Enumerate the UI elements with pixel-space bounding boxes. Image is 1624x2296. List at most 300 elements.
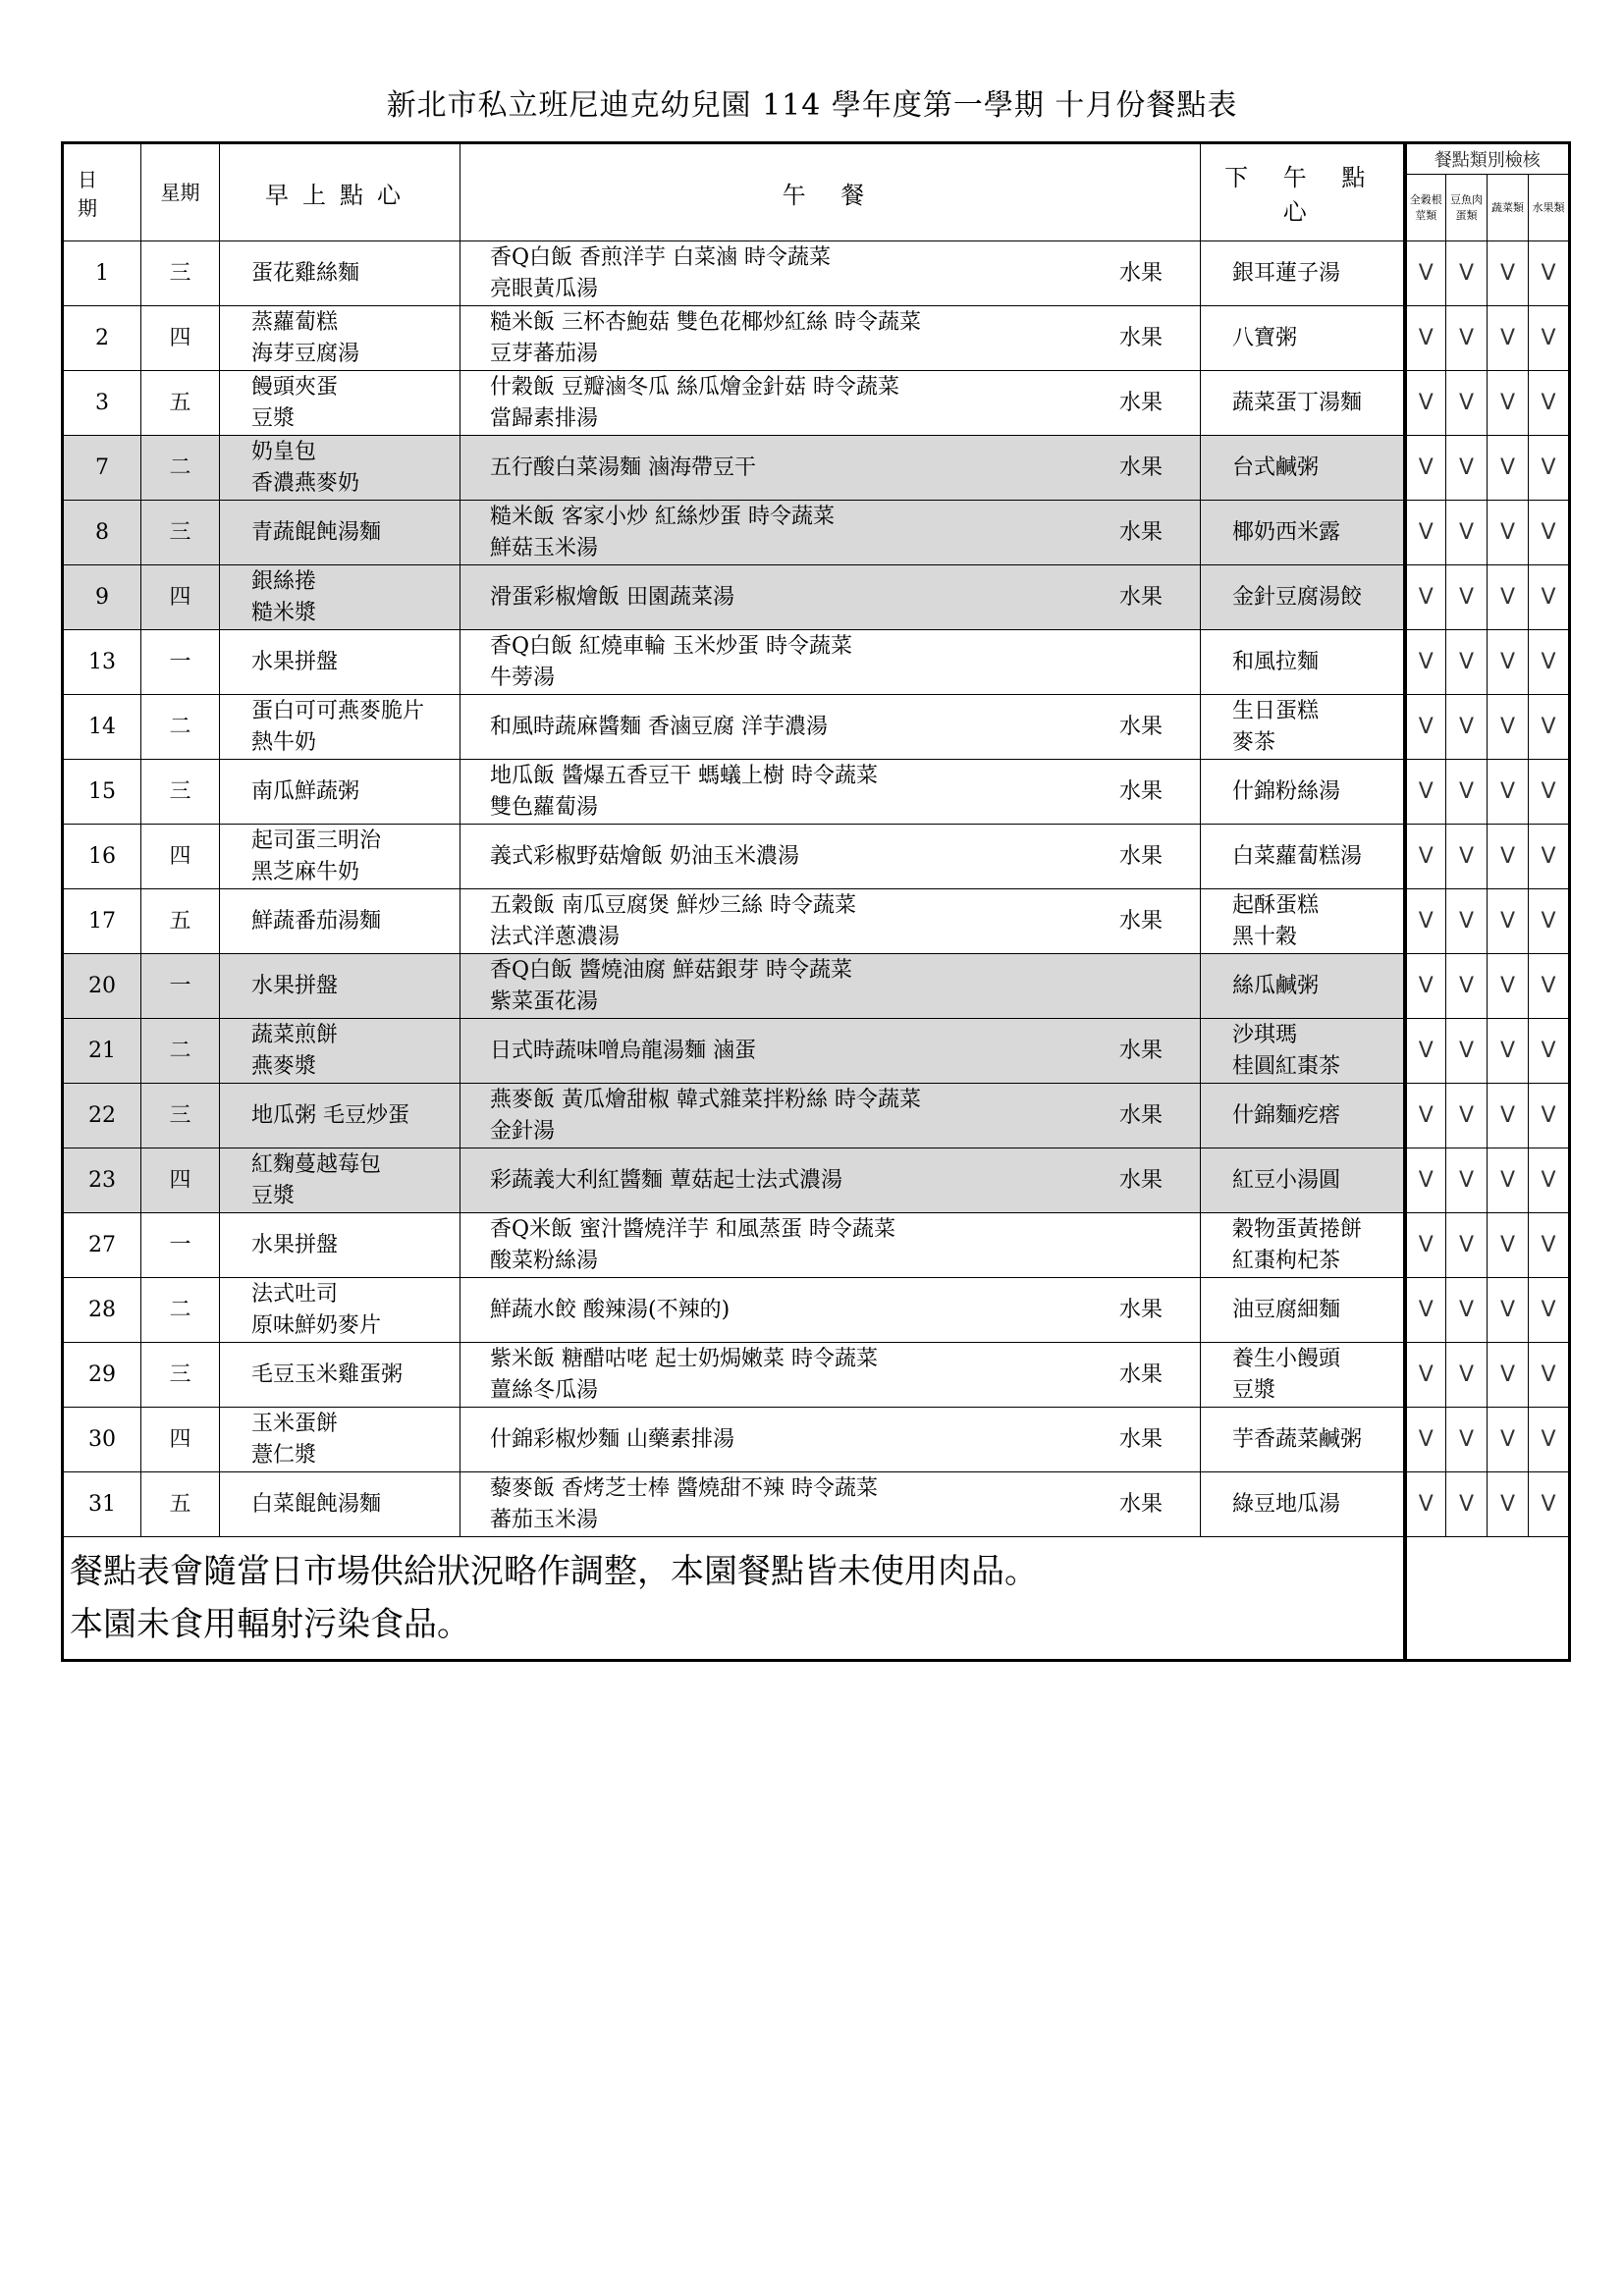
check-mark: V (1405, 1343, 1446, 1408)
check-mark: V (1446, 565, 1488, 630)
cell-line: 五穀飯 南瓜豆腐煲 鮮炒三絲 時令蔬菜 (490, 892, 856, 918)
cell-date: 17 (63, 889, 141, 954)
cell-fruit: 水果 (1118, 1297, 1163, 1322)
cell-snack (1201, 760, 1405, 825)
header-snack: 下 午 點 心 (1201, 143, 1405, 241)
cell-fruit: 水果 (1118, 1167, 1163, 1193)
table-row (63, 1148, 1570, 1213)
cell-line: 綠豆地瓜湯 (1232, 1491, 1341, 1517)
cell-date: 7 (63, 436, 141, 501)
cell-line: 椰奶西米露 (1232, 519, 1341, 545)
table-row (63, 695, 1570, 760)
cell-date: 29 (63, 1343, 141, 1408)
check-mark: V (1446, 1019, 1488, 1084)
table-row (63, 954, 1570, 1019)
check-mark: V (1488, 630, 1529, 695)
check-mark: V (1446, 630, 1488, 695)
cell-line: 銀絲捲 (251, 568, 317, 594)
cell-weekday: 二 (141, 1019, 220, 1084)
check-mark: V (1405, 1472, 1446, 1537)
check-mark: V (1529, 1019, 1570, 1084)
check-mark: V (1529, 1084, 1570, 1148)
check-mark: V (1529, 501, 1570, 565)
check-mark: V (1405, 1278, 1446, 1343)
check-mark: V (1446, 825, 1488, 889)
check-mark: V (1529, 1472, 1570, 1537)
cell-breakfast (220, 371, 460, 436)
check-mark: V (1446, 241, 1488, 306)
cell-line: 蛋白可可燕麥脆片 (251, 698, 425, 723)
cell-date: 16 (63, 825, 141, 889)
cell-breakfast (220, 501, 460, 565)
check-mark: V (1405, 825, 1446, 889)
check-mark: V (1488, 825, 1529, 889)
cell-breakfast (220, 1019, 460, 1084)
cell-line: 鮮菇玉米湯 (490, 535, 599, 561)
check-mark: V (1529, 825, 1570, 889)
cell-lunch (460, 1084, 1201, 1148)
cell-weekday: 三 (141, 501, 220, 565)
cell-snack (1201, 630, 1405, 695)
cell-lunch (460, 825, 1201, 889)
cell-snack (1201, 825, 1405, 889)
check-mark: V (1488, 1343, 1529, 1408)
cell-date: 14 (63, 695, 141, 760)
cell-line: 黑十穀 (1232, 924, 1298, 949)
cell-line: 蛋花雞絲麵 (251, 260, 360, 286)
cell-line: 蔬菜蛋丁湯麵 (1232, 390, 1363, 415)
cell-line: 香Q米飯 蜜汁醬燒洋芋 和風蒸蛋 時令蔬菜 (490, 1216, 896, 1242)
cell-date: 1 (63, 241, 141, 306)
cell-lunch (460, 695, 1201, 760)
cell-weekday: 五 (141, 1472, 220, 1537)
cell-line: 海芽豆腐湯 (251, 341, 360, 366)
cell-weekday: 三 (141, 1343, 220, 1408)
cell-fruit: 水果 (1118, 843, 1163, 869)
check-mark: V (1488, 306, 1529, 371)
table-row (63, 306, 1570, 371)
check-mark: V (1529, 1408, 1570, 1472)
table-row (63, 501, 1570, 565)
check-mark: V (1405, 695, 1446, 760)
check-mark: V (1405, 501, 1446, 565)
table-row (63, 1343, 1570, 1408)
header-weekday: 星期 (141, 143, 220, 241)
cell-date: 31 (63, 1472, 141, 1537)
cell-fruit: 水果 (1118, 325, 1163, 350)
cell-lunch (460, 306, 1201, 371)
cell-date: 27 (63, 1213, 141, 1278)
cell-weekday: 三 (141, 760, 220, 825)
cell-line: 奶皇包 (251, 439, 317, 464)
check-mark: V (1446, 1472, 1488, 1537)
check-mark: V (1529, 1213, 1570, 1278)
cell-line: 薑絲冬瓜湯 (490, 1377, 599, 1403)
cell-snack (1201, 241, 1405, 306)
check-mark: V (1405, 241, 1446, 306)
header-date: 日 期 (63, 143, 141, 241)
cell-line: 蔬菜煎餅 (251, 1022, 339, 1047)
cell-line: 酸菜粉絲湯 (490, 1248, 599, 1273)
cell-line: 水果拼盤 (251, 1232, 339, 1257)
check-mark: V (1529, 565, 1570, 630)
header-check-vegetable: 蔬菜類 (1488, 175, 1529, 241)
cell-snack (1201, 1408, 1405, 1472)
check-mark: V (1529, 1278, 1570, 1343)
check-mark: V (1446, 306, 1488, 371)
cell-date: 20 (63, 954, 141, 1019)
cell-line: 桂圓紅棗茶 (1232, 1053, 1341, 1079)
cell-line: 五行酸白菜湯麵 滷海帶豆干 (490, 454, 756, 480)
check-mark: V (1405, 1213, 1446, 1278)
cell-line: 彩蔬義大利紅醬麵 蕈菇起士法式濃湯 (490, 1167, 842, 1193)
table-row (63, 565, 1570, 630)
cell-line: 義式彩椒野菇燴飯 奶油玉米濃湯 (490, 843, 799, 869)
cell-weekday: 四 (141, 306, 220, 371)
check-mark: V (1529, 889, 1570, 954)
check-mark: V (1488, 1148, 1529, 1213)
check-mark: V (1446, 1343, 1488, 1408)
cell-date: 15 (63, 760, 141, 825)
cell-breakfast (220, 889, 460, 954)
cell-fruit: 水果 (1118, 519, 1163, 545)
cell-lunch (460, 436, 1201, 501)
cell-weekday: 三 (141, 1084, 220, 1148)
table-row (63, 1084, 1570, 1148)
cell-fruit: 水果 (1118, 260, 1163, 286)
cell-weekday: 一 (141, 954, 220, 1019)
cell-breakfast (220, 825, 460, 889)
cell-line: 青蔬餛飩湯麵 (251, 519, 382, 545)
cell-fruit: 水果 (1118, 584, 1163, 610)
check-mark: V (1446, 889, 1488, 954)
cell-line: 豆漿 (251, 405, 296, 431)
cell-breakfast (220, 1213, 460, 1278)
cell-line: 鮮蔬番茄湯麵 (251, 908, 382, 934)
table-row (63, 760, 1570, 825)
check-mark: V (1446, 695, 1488, 760)
check-mark: V (1446, 436, 1488, 501)
check-mark: V (1488, 1213, 1529, 1278)
cell-line: 蕃茄玉米湯 (490, 1507, 599, 1532)
page-title: 新北市私立班尼迪克幼兒園 114 學年度第一學期 十月份餐點表 (386, 88, 1238, 123)
header-check-title: 餐點類別檢核 (1405, 143, 1570, 175)
cell-lunch (460, 565, 1201, 630)
check-mark: V (1446, 371, 1488, 436)
cell-line: 牛蒡湯 (490, 665, 556, 690)
check-mark: V (1488, 371, 1529, 436)
cell-line: 起司蛋三明治 (251, 828, 382, 853)
cell-breakfast (220, 1148, 460, 1213)
check-mark: V (1446, 1408, 1488, 1472)
cell-snack (1201, 306, 1405, 371)
cell-date: 8 (63, 501, 141, 565)
menu-body (63, 241, 1570, 1537)
cell-date: 21 (63, 1019, 141, 1084)
note-line: 本園未食用輻射污染食品。 (70, 1605, 470, 1644)
cell-weekday: 五 (141, 889, 220, 954)
check-mark: V (1446, 1148, 1488, 1213)
check-mark: V (1529, 241, 1570, 306)
table-row (63, 1278, 1570, 1343)
cell-line: 養生小饅頭 (1232, 1346, 1341, 1371)
cell-lunch (460, 1343, 1201, 1408)
cell-fruit: 水果 (1118, 908, 1163, 934)
cell-lunch (460, 1472, 1201, 1537)
cell-line: 銀耳蓮子湯 (1232, 260, 1341, 286)
cell-line: 黑芝麻牛奶 (251, 859, 360, 884)
cell-line: 豆漿 (251, 1183, 296, 1208)
note-line: 餐點表會隨當日市場供給狀況略作調整，本園餐點皆未使用肉品。 (70, 1552, 1038, 1591)
cell-breakfast (220, 565, 460, 630)
check-mark: V (1446, 1213, 1488, 1278)
check-mark: V (1446, 760, 1488, 825)
cell-line: 豆芽蕃茄湯 (490, 341, 599, 366)
check-mark: V (1488, 436, 1529, 501)
cell-date: 28 (63, 1278, 141, 1343)
cell-breakfast (220, 241, 460, 306)
cell-line: 紫菜蛋花湯 (490, 988, 599, 1014)
cell-date: 22 (63, 1084, 141, 1148)
check-mark: V (1488, 695, 1529, 760)
check-mark: V (1488, 1019, 1529, 1084)
check-mark: V (1488, 1472, 1529, 1537)
table-row (63, 630, 1570, 695)
check-mark: V (1488, 241, 1529, 306)
check-mark: V (1405, 371, 1446, 436)
cell-weekday: 三 (141, 241, 220, 306)
check-mark: V (1446, 1084, 1488, 1148)
check-mark: V (1405, 630, 1446, 695)
cell-line: 饅頭夾蛋 (251, 374, 339, 400)
check-mark: V (1446, 501, 1488, 565)
cell-line: 芋香蔬菜鹹粥 (1232, 1426, 1363, 1452)
cell-line: 藜麥飯 香烤芝士棒 醬燒甜不辣 時令蔬菜 (490, 1475, 878, 1501)
cell-snack (1201, 1343, 1405, 1408)
cell-breakfast (220, 1408, 460, 1472)
cell-weekday: 五 (141, 371, 220, 436)
cell-line: 什錦彩椒炒麵 山藥素排湯 (490, 1426, 734, 1452)
table-row (63, 1408, 1570, 1472)
cell-line: 原味鮮奶麥片 (251, 1312, 382, 1338)
cell-fruit: 水果 (1118, 1362, 1163, 1387)
cell-line: 地瓜飯 醬爆五香豆干 螞蟻上樹 時令蔬菜 (490, 763, 878, 788)
cell-weekday: 四 (141, 1148, 220, 1213)
cell-snack (1201, 1213, 1405, 1278)
cell-line: 亮眼黃瓜湯 (490, 276, 599, 301)
table-row (63, 436, 1570, 501)
cell-weekday: 二 (141, 436, 220, 501)
cell-breakfast (220, 695, 460, 760)
cell-line: 香Q白飯 香煎洋芋 白菜滷 時令蔬菜 (490, 244, 832, 270)
header-lunch: 午 餐 (460, 143, 1201, 241)
table-row (63, 371, 1570, 436)
cell-lunch (460, 1148, 1201, 1213)
cell-fruit: 水果 (1118, 714, 1163, 739)
header-breakfast: 早上點心 (220, 143, 460, 241)
cell-breakfast (220, 436, 460, 501)
check-mark: V (1405, 889, 1446, 954)
cell-line: 糙米飯 客家小炒 紅絲炒蛋 時令蔬菜 (490, 504, 835, 529)
cell-weekday: 一 (141, 630, 220, 695)
check-mark: V (1405, 565, 1446, 630)
header-check-protein: 豆魚肉蛋類 (1446, 175, 1488, 241)
cell-snack (1201, 1084, 1405, 1148)
check-mark: V (1488, 760, 1529, 825)
cell-line: 滑蛋彩椒燴飯 田園蔬菜湯 (490, 584, 734, 610)
cell-line: 水果拼盤 (251, 973, 339, 998)
cell-line: 生日蛋糕 (1232, 698, 1320, 723)
check-mark: V (1405, 1408, 1446, 1472)
cell-snack (1201, 1472, 1405, 1537)
check-mark: V (1529, 954, 1570, 1019)
cell-snack (1201, 954, 1405, 1019)
check-mark: V (1405, 306, 1446, 371)
cell-line: 紅棗枸杞茶 (1232, 1248, 1341, 1273)
cell-line: 絲瓜鹹粥 (1232, 973, 1320, 998)
cell-line: 地瓜粥 毛豆炒蛋 (251, 1102, 409, 1128)
cell-weekday: 四 (141, 565, 220, 630)
check-mark: V (1488, 1278, 1529, 1343)
cell-line: 起酥蛋糕 (1232, 892, 1320, 918)
cell-fruit: 水果 (1118, 1102, 1163, 1128)
check-mark: V (1488, 889, 1529, 954)
cell-line: 紅豆小湯圓 (1232, 1167, 1341, 1193)
check-mark: V (1529, 630, 1570, 695)
cell-lunch (460, 371, 1201, 436)
cell-breakfast (220, 954, 460, 1019)
cell-date: 9 (63, 565, 141, 630)
check-mark: V (1405, 1148, 1446, 1213)
cell-snack (1201, 1278, 1405, 1343)
table-row (63, 1019, 1570, 1084)
cell-breakfast (220, 630, 460, 695)
cell-weekday: 一 (141, 1213, 220, 1278)
cell-lunch (460, 241, 1201, 306)
cell-breakfast (220, 1343, 460, 1408)
cell-line: 台式鹹粥 (1232, 454, 1320, 480)
cell-line: 熱牛奶 (251, 729, 317, 755)
cell-line: 麥茶 (1232, 729, 1276, 755)
cell-line: 穀物蛋黃捲餅 (1232, 1216, 1363, 1242)
cell-lunch (460, 1408, 1201, 1472)
check-mark: V (1446, 1278, 1488, 1343)
cell-line: 紅麴蔓越莓包 (251, 1151, 382, 1177)
cell-line: 鮮蔬水餃 酸辣湯(不辣的) (490, 1297, 731, 1322)
cell-lunch (460, 954, 1201, 1019)
cell-date: 23 (63, 1148, 141, 1213)
check-mark: V (1529, 1343, 1570, 1408)
cell-breakfast (220, 1472, 460, 1537)
cell-weekday: 四 (141, 1408, 220, 1472)
cell-line: 南瓜鮮蔬粥 (251, 778, 360, 804)
cell-weekday: 二 (141, 1278, 220, 1343)
cell-line: 香濃燕麥奶 (251, 470, 360, 496)
cell-line: 沙琪瑪 (1232, 1022, 1298, 1047)
check-mark: V (1488, 565, 1529, 630)
cell-breakfast (220, 760, 460, 825)
cell-line: 水果拼盤 (251, 649, 339, 674)
cell-date: 30 (63, 1408, 141, 1472)
cell-fruit: 水果 (1118, 454, 1163, 480)
cell-line: 八寶粥 (1232, 325, 1298, 350)
cell-line: 和風拉麵 (1232, 649, 1320, 674)
cell-line: 和風時蔬麻醬麵 香滷豆腐 洋芋濃湯 (490, 714, 828, 739)
cell-lunch (460, 501, 1201, 565)
cell-snack (1201, 1148, 1405, 1213)
cell-line: 白菜蘿蔔糕湯 (1232, 843, 1363, 869)
check-mark: V (1405, 760, 1446, 825)
cell-snack (1201, 889, 1405, 954)
check-mark: V (1529, 695, 1570, 760)
cell-line: 雙色蘿蔔湯 (490, 794, 599, 820)
cell-line: 什錦麵疙瘩 (1232, 1102, 1341, 1128)
cell-line: 糙米飯 三杯杏鮑菇 雙色花椰炒紅絲 時令蔬菜 (490, 309, 921, 335)
cell-line: 玉米蛋餅 (251, 1411, 339, 1436)
cell-lunch (460, 1019, 1201, 1084)
header-check-fruit: 水果類 (1529, 175, 1570, 241)
cell-line: 蒸蘿蔔糕 (251, 309, 339, 335)
cell-line: 燕麥漿 (251, 1053, 317, 1079)
cell-weekday: 二 (141, 695, 220, 760)
table-row (63, 1213, 1570, 1278)
check-mark: V (1405, 436, 1446, 501)
check-mark: V (1446, 954, 1488, 1019)
check-mark: V (1488, 1084, 1529, 1148)
cell-line: 燕麥飯 黃瓜燴甜椒 韓式雜菜拌粉絲 時令蔬菜 (490, 1087, 921, 1112)
check-mark: V (1529, 306, 1570, 371)
cell-line: 白菜餛飩湯麵 (251, 1491, 382, 1517)
check-mark: V (1529, 436, 1570, 501)
cell-line: 香Q白飯 醬燒油腐 鮮菇銀芽 時令蔬菜 (490, 957, 853, 983)
cell-lunch (460, 1213, 1201, 1278)
check-mark: V (1529, 760, 1570, 825)
cell-lunch (460, 760, 1201, 825)
check-mark: V (1529, 1148, 1570, 1213)
cell-line: 香Q白飯 紅燒車輪 玉米炒蛋 時令蔬菜 (490, 633, 853, 659)
cell-line: 什穀飯 豆瓣滷冬瓜 絲瓜燴金針菇 時令蔬菜 (490, 374, 899, 400)
table-row (63, 241, 1570, 306)
cell-snack (1201, 695, 1405, 760)
cell-fruit: 水果 (1118, 1491, 1163, 1517)
menu-table (61, 141, 1571, 1662)
cell-date: 2 (63, 306, 141, 371)
check-mark: V (1488, 1408, 1529, 1472)
cell-line: 法式洋蔥濃湯 (490, 924, 621, 949)
cell-line: 毛豆玉米雞蛋粥 (251, 1362, 404, 1387)
notes-check-cell (1405, 1537, 1570, 1661)
table-row (63, 1472, 1570, 1537)
cell-snack (1201, 1019, 1405, 1084)
table-row (63, 825, 1570, 889)
cell-lunch (460, 1278, 1201, 1343)
table-row (63, 889, 1570, 954)
cell-breakfast (220, 1278, 460, 1343)
check-mark: V (1529, 371, 1570, 436)
cell-line: 金針豆腐湯餃 (1232, 584, 1363, 610)
cell-snack (1201, 501, 1405, 565)
cell-breakfast (220, 1084, 460, 1148)
cell-fruit: 水果 (1118, 1426, 1163, 1452)
cell-breakfast (220, 306, 460, 371)
cell-snack (1201, 565, 1405, 630)
cell-line: 油豆腐細麵 (1232, 1297, 1341, 1322)
cell-fruit: 水果 (1118, 778, 1163, 804)
cell-fruit: 水果 (1118, 390, 1163, 415)
cell-lunch (460, 630, 1201, 695)
check-mark: V (1488, 501, 1529, 565)
cell-line: 日式時蔬味噌烏龍湯麵 滷蛋 (490, 1038, 756, 1063)
